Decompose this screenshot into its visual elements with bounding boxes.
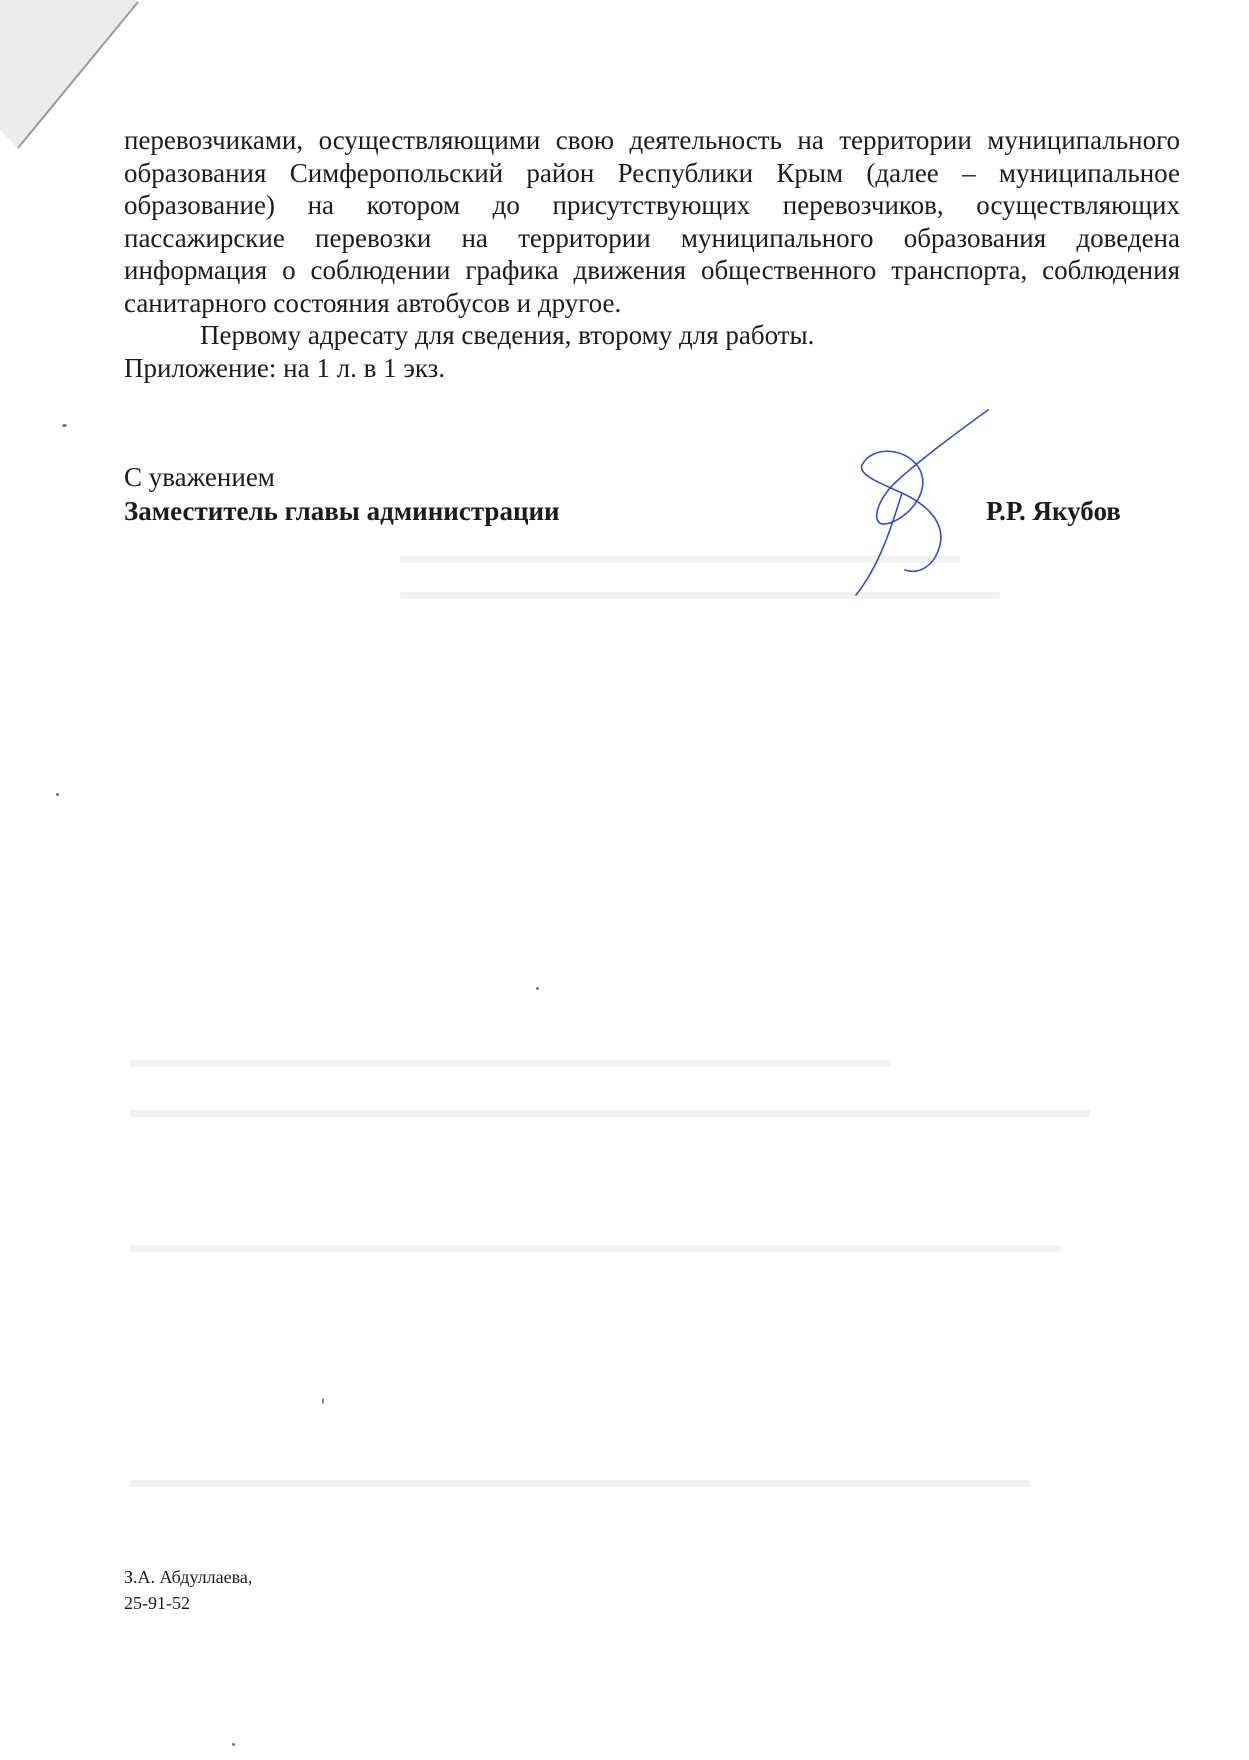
executor-name: З.А. Абдуллаева, bbox=[124, 1567, 253, 1587]
scan-speck bbox=[536, 987, 539, 990]
executor-phone: 25-91-52 bbox=[124, 1593, 190, 1613]
distribution-note: Первому адресату для сведения, второму для работы. bbox=[200, 320, 815, 350]
body-paragraph: перевозчиками, осуществляющими свою деятельность на территории муниципального образования Симферопольский район Республики Крым (далее – муниципальное образование) на котором до присутствующих перевозчиков, осуществляющих пассажирские перевозки на территории муниципального образования доведена информация о соблюдении графика движения общественного транспорта, соблюдения санитарного состояния автобусов и другое. bbox=[124, 125, 1180, 318]
scan-speck bbox=[56, 793, 59, 796]
attachment-note: Приложение: на 1 л. в 1 экз. bbox=[124, 352, 446, 383]
bleed-through-line bbox=[130, 1110, 1090, 1117]
handwritten-signature bbox=[850, 405, 1000, 605]
scan-speck bbox=[62, 424, 67, 427]
closing-greeting: С уважением bbox=[124, 462, 275, 492]
signer-name: Р.Р. Якубов bbox=[986, 496, 1121, 526]
bleed-through-line bbox=[130, 1060, 890, 1067]
closing-block bbox=[124, 460, 560, 528]
bleed-through-line bbox=[130, 1480, 1030, 1487]
bleed-through-line bbox=[130, 1245, 1060, 1252]
scan-speck bbox=[322, 1398, 324, 1404]
signer-position: Заместитель главы администрации bbox=[124, 496, 560, 526]
scan-speck bbox=[232, 1743, 235, 1746]
executor-info bbox=[124, 1564, 252, 1616]
letter-body bbox=[124, 124, 1180, 384]
